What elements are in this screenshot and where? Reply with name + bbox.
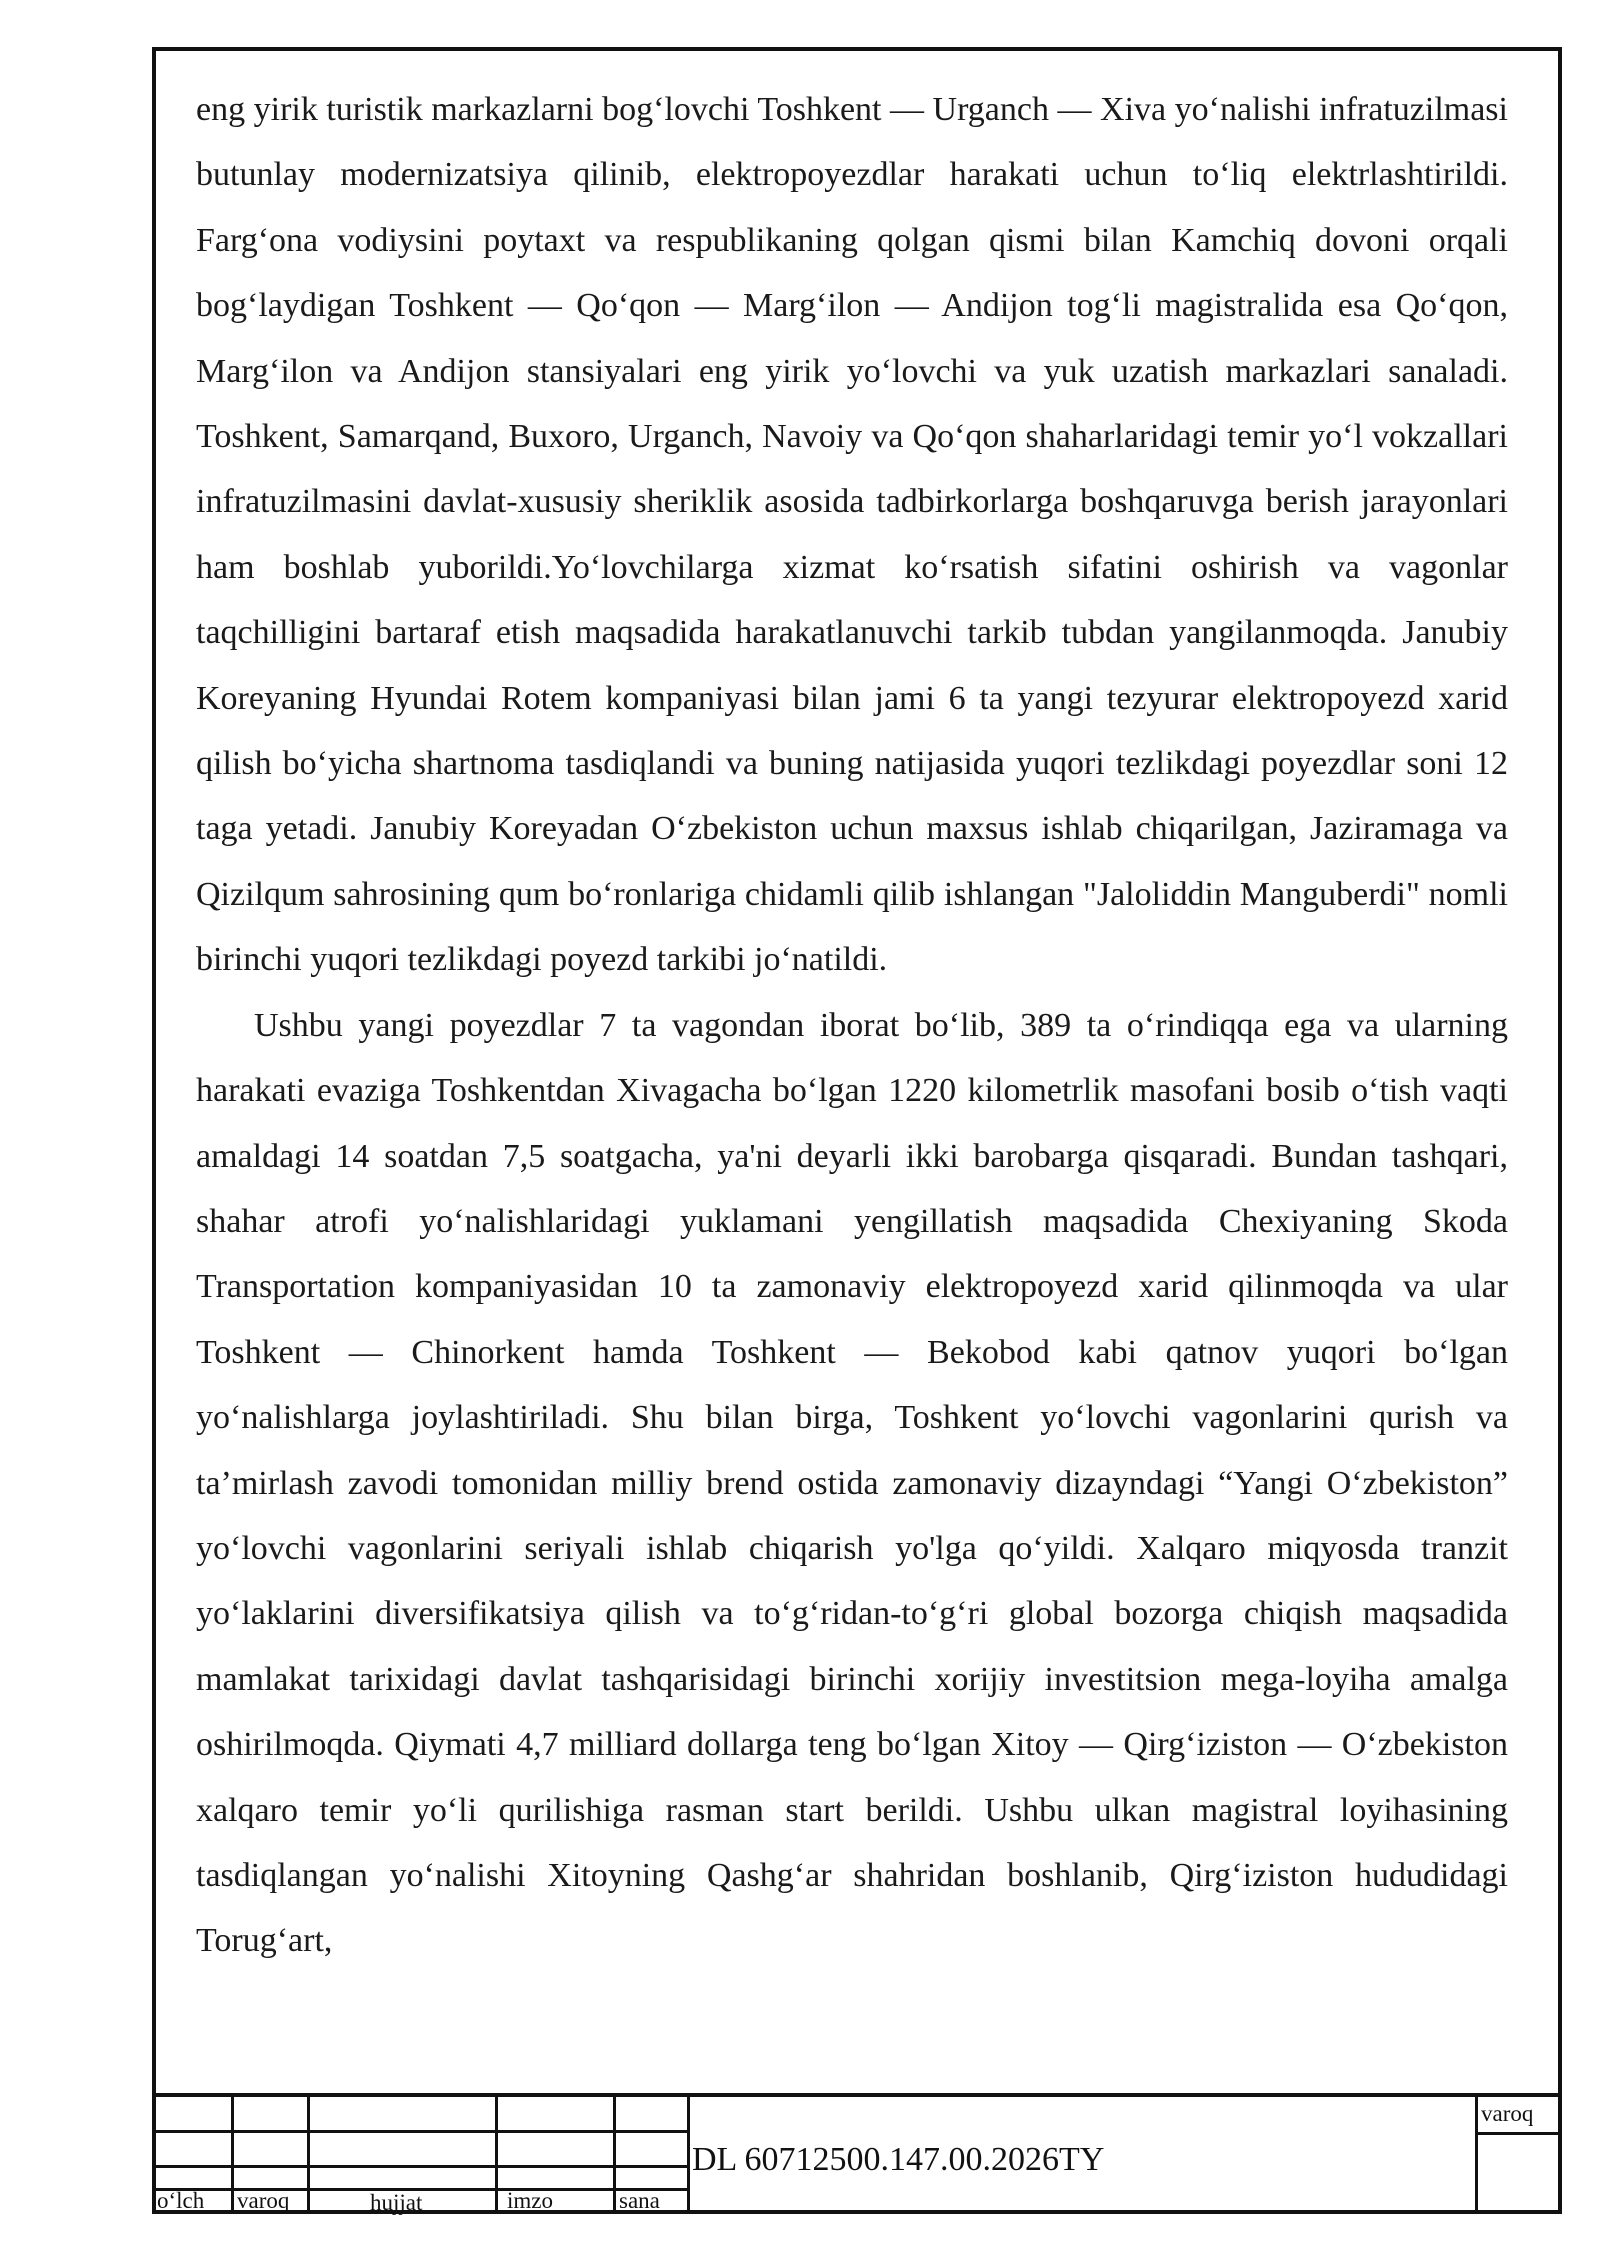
- title-block-divider: [613, 2097, 616, 2214]
- title-block-divider: [231, 2097, 234, 2214]
- label-varoq: varoq: [237, 2188, 290, 2213]
- document-body: [196, 77, 1508, 1974]
- sheet-label: varoq: [1481, 2101, 1534, 2126]
- label-sana: sana: [619, 2188, 660, 2213]
- document-code: DL 60712500.147.00.2026TY: [692, 2141, 1105, 2178]
- title-block-rule: [1475, 2132, 1562, 2135]
- title-block: [152, 2093, 1562, 2214]
- title-block-rule: [152, 2165, 687, 2168]
- paragraph-1: eng yirik turistik markazlarni bog‘lovchi Toshkent — Urganch — Xiva yo‘nalishi infratuzilmasi butunlay modernizatsiya qilinib, elektropoyezdlar harakati uchun to‘liq elektrlashtirildi. Farg‘ona vodiysini poytaxt va respublikaning qolgan qismi bilan Kamchiq dovoni orqali bog‘laydigan Toshkent — Qo‘qon — Marg‘ilon — Andijon tog‘li magistralida esa Qo‘qon, Marg‘ilon va Andijon stansiyalari eng yirik yo‘lovchi va yuk uzatish markazlari sanaladi. Toshkent, Samarqand, Buxoro, Urganch, Navoiy va Qo‘qon shaharlaridagi temir yo‘l vokzallari infratuzilmasini davlat-xususiy sheriklik asosida tadbirkorlarga boshqaruvga berish jarayonlari ham boshlab yuborildi.Yo‘lovchilarga xizmat ko‘rsatish sifatini oshirish va vagonlar taqchilligini bartaraf etish maqsadida harakatlanuvchi tarkib tubdan yangilanmoqda. Janubiy Koreyaning Hyundai Rotem kompaniyasi bilan jami 6 ta yangi tezyurar elektropoyezd xarid qilish bo‘yicha shartnoma tasdiqlandi va buning natijasida yuqori tezlikdagi poyezdlar soni 12 taga yetadi. Janubiy Koreyadan O‘zbekiston uchun maxsus ishlab chiqarilgan, Jaziramaga va Qizilqum sahrosining qum bo‘ronlariga chidamli qilib ishlangan "Jaloliddin Manguberdi" nomli birinchi yuqori tezlikdagi poyezd tarkibi jo‘natildi.: [196, 91, 1508, 979]
- title-block-divider: [495, 2097, 498, 2214]
- title-block-divider: [687, 2097, 690, 2214]
- label-olch: o‘lch: [157, 2188, 205, 2213]
- title-block-divider: [1475, 2097, 1478, 2214]
- label-hujjat: hujjat: [370, 2190, 423, 2215]
- title-block-divider: [307, 2097, 310, 2214]
- title-block-rule: [152, 2130, 687, 2133]
- label-imzo: imzo: [507, 2188, 553, 2213]
- paragraph-2: Ushbu yangi poyezdlar 7 ta vagondan iborat bo‘lib, 389 ta o‘rindiqqa ega va ularning harakati evaziga Toshkentdan Xivagacha bo‘lgan 1220 kilometrlik masofani bosib o‘tish vaqti amaldagi 14 soatdan 7,5 soatgacha, ya'ni deyarli ikki barobarga qisqaradi. Bundan tashqari, shahar atrofi yo‘nalishlaridagi yuklamani yengillatish maqsadida Chexiyaning Skoda Transportation kompaniyasidan 10 ta zamonaviy elektropoyezd xarid qilinmoqda va ular Toshkent — Chinorkent hamda Toshkent — Bekobod kabi qatnov yuqori bo‘lgan yo‘nalishlarga joylashtiriladi. Shu bilan birga, Toshkent yo‘lovchi vagonlarini qurish va ta’mirlash zavodi tomonidan milliy brend ostida zamonaviy dizayndagi “Yangi O‘zbekiston” yo‘lovchi vagonlarini seriyali ishlab chiqarish yo'lga qo‘yildi. Xalqaro miqyosda tranzit yo‘laklarini diversifikatsiya qilish va to‘g‘ridan-to‘g‘ri global bozorga chiqish maqsadida mamlakat tarixidagi davlat tashqarisidagi birinchi xorijiy investitsion mega-loyiha amalga oshirilmoqda. Qiymati 4,7 milliard dollarga teng bo‘lgan Xitoy — Qirg‘iziston — O‘zbekiston xalqaro temir yo‘li qurilishiga rasman start berildi. Ushbu ulkan magistral loyihasining tasdiqlangan yo‘nalishi Xitoyning Qashg‘ar shahridan boshlanib, Qirg‘iziston hududidagi Torug‘art,: [196, 1006, 1508, 1960]
